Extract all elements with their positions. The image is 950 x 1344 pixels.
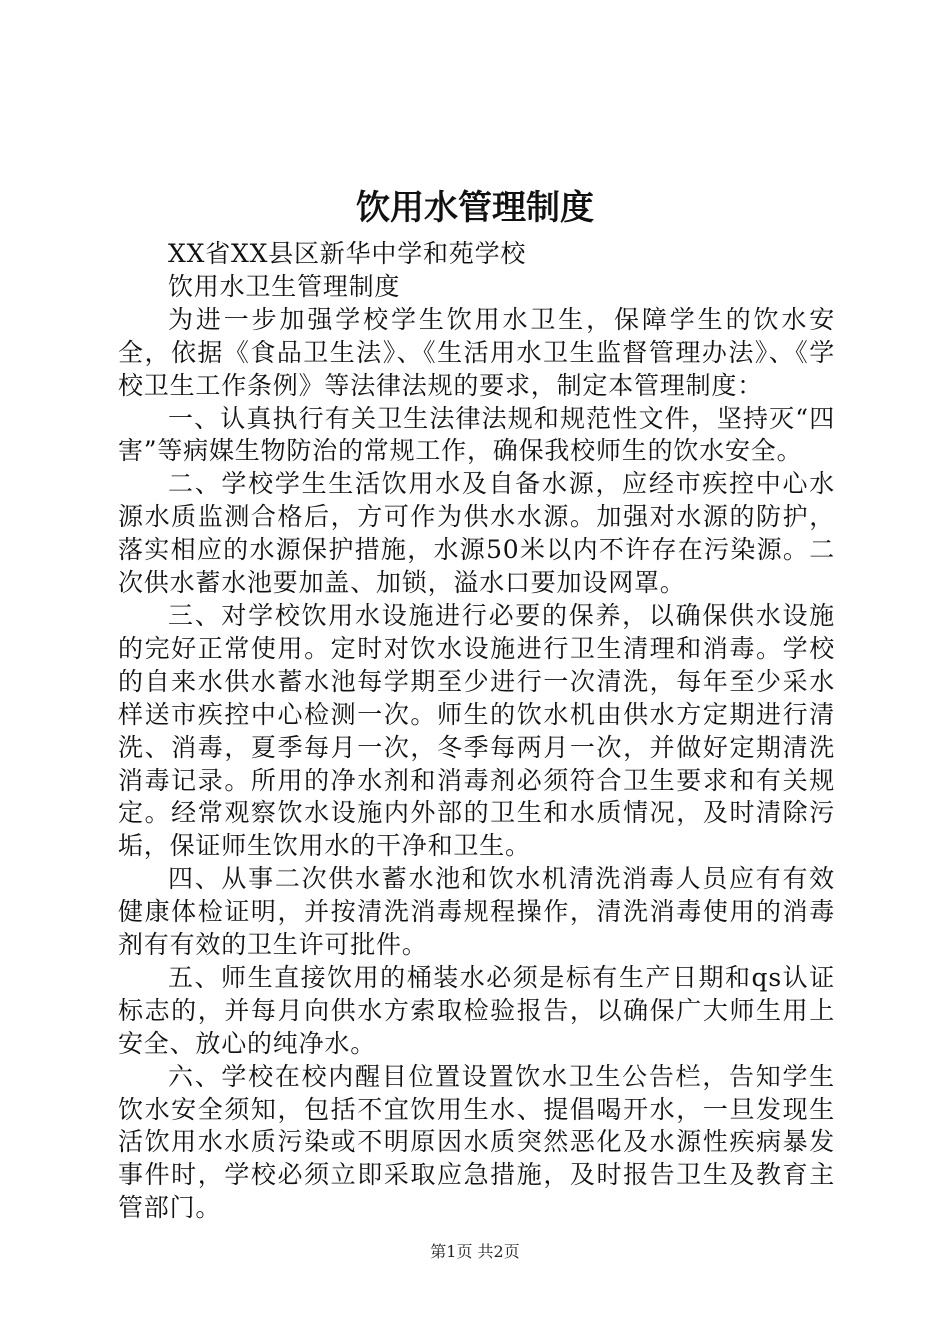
paragraph-item-3: 三、对学校饮用水设施进行必要的保养，以确保供水设施的完好正常使用。定时对饮水设施进行卫生清理和消毒。学校的自来水供水蓄水池每学期至少进行一次清洗，每年至少采水样送市疾控中心检测一次。师生的饮水机由供水方定期进行清洗、消毒，夏季每月一次，冬季每两月一次，并做好定期清洗消毒记录。所用的净水剂和消毒剂必须符合卫生要求和有关规定。经常观察饮水设施内外部的卫生和水质情况，及时清除污垢，保证师生饮用水的干净和卫生。 bbox=[118, 600, 835, 861]
paragraph-item-6: 六、学校在校内醒目位置设置饮水卫生公告栏，告知学生饮水安全须知，包括不宜饮用生水、提倡喝开水，一旦发现生活饮用水水质污染或不明原因水质突然恶化及水源性疾病暴发事件时，学校必须立即采取应急措施，及时报告卫生及教育主管部门。 bbox=[118, 1061, 835, 1223]
page-number-footer: 第1页 共2页 bbox=[430, 1242, 520, 1261]
paragraph-item-2: 二、学校学生生活饮用水及自备水源，应经市疾控中心水源水质监测合格后，方可作为供水水源。加强对水源的防护，落实相应的水源保护措施，水源50米以内不许存在污染源。二次供水蓄水池要加盖、加锁，溢水口要加设网罩。 bbox=[118, 469, 835, 598]
school-name-line: XX省XX县区新华中学和苑学校 bbox=[168, 239, 527, 268]
paragraph-item-5: 五、师生直接饮用的桶装水必须是标有生产日期和qs认证标志的，并每月向供水方索取检验报告，以确保广大师生用上安全、放心的纯净水。 bbox=[118, 962, 835, 1058]
document-title: 饮用水管理制度 bbox=[356, 188, 594, 228]
paragraph-item-4: 四、从事二次供水蓄水池和饮水机清洗消毒人员应有有效健康体检证明，并按清洗消毒规程操作，清洗消毒使用的消毒剂有有效的卫生许可批件。 bbox=[118, 864, 835, 960]
subtitle-line: 饮用水卫生管理制度 bbox=[168, 271, 401, 301]
paragraph-intro: 为进一步加强学校学生饮用水卫生，保障学生的饮水安全，依据《食品卫生法》、《生活用水卫生监督管理办法》、《学校卫生工作条例》等法律法规的要求，制定本管理制度： bbox=[118, 304, 835, 400]
document-body bbox=[118, 238, 835, 1225]
paragraph-item-1: 一、认真执行有关卫生法律法规和规范性文件，坚持灭“四害”等病媒生物防治的常规工作，确保我校师生的饮水安全。 bbox=[118, 403, 835, 466]
